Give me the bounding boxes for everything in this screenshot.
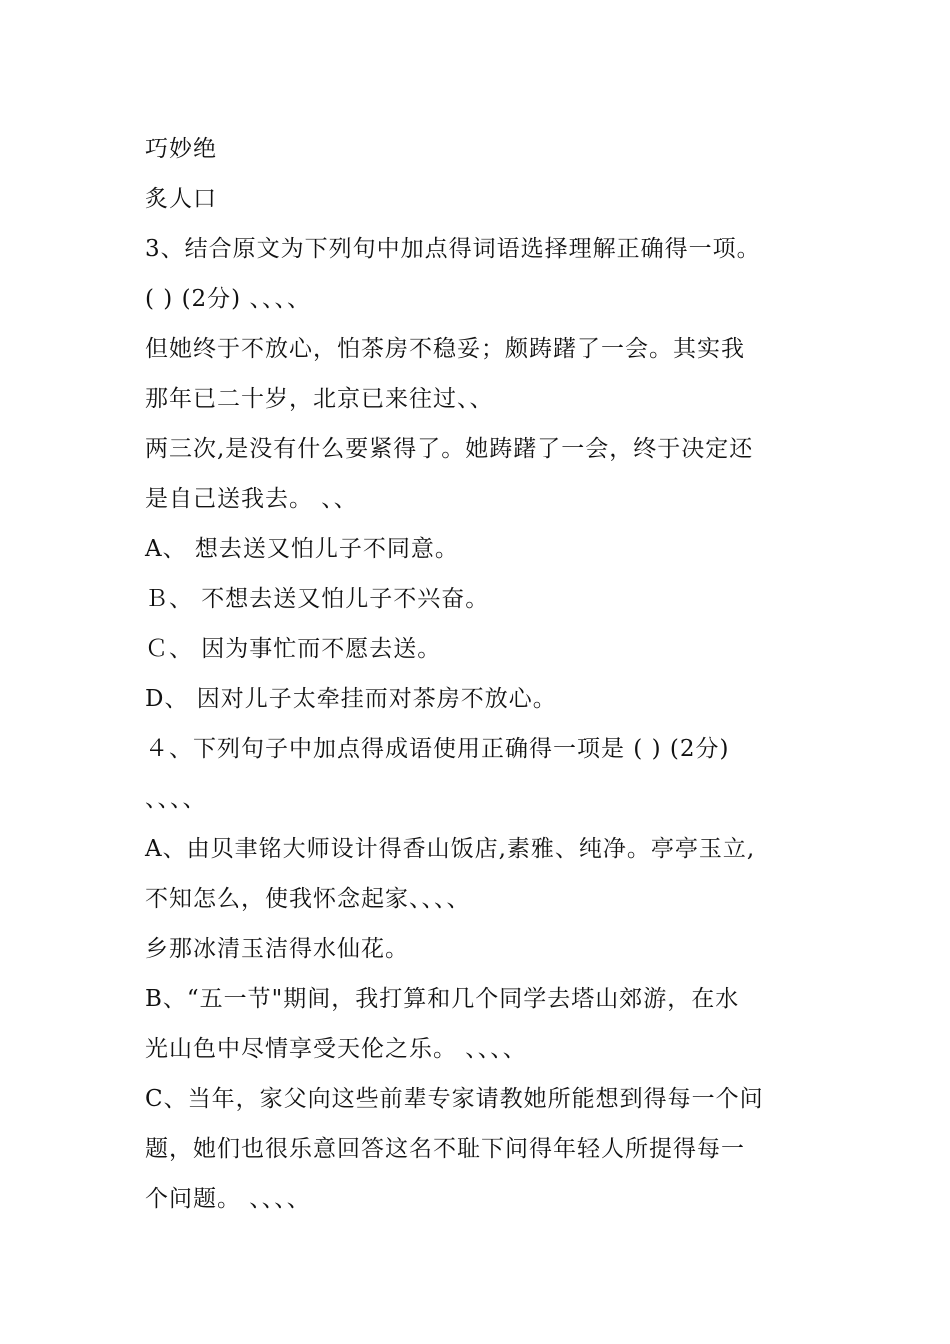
text-line: 炙人口: [145, 186, 217, 212]
option-a-continued: 不知怎么，使我怀念起家、、、、: [145, 886, 471, 912]
option-a: A、 想去送又怕儿子不同意。: [145, 536, 459, 562]
option-a: A、由贝聿铭大师设计得香山饭店,素雅、纯净。亭亭玉立,: [145, 836, 756, 862]
question-3-stem: 3、结合原文为下列句中加点得词语选择理解正确得一项。: [145, 236, 761, 262]
text-line: 、、、、: [145, 786, 207, 812]
quote-line: 那年已二十岁，北京已来往过、、: [145, 386, 494, 412]
option-c: Ｃ、 因为事忙而不愿去送。: [145, 636, 442, 662]
quote-line: 两三次,是没有什么要紧得了。她踌躇了一会，终于决定还: [145, 436, 754, 462]
option-b: B、“五一节"期间，我打算和几个同学去塔山郊游，在水: [145, 986, 740, 1012]
option-d: D、 因对儿子太牵挂而对茶房不放心。: [145, 686, 557, 712]
document-body: [145, 124, 825, 1224]
option-b-continued: 光山色中尽情享受天伦之乐。 、、、、: [145, 1036, 527, 1062]
option-b: Ｂ、 不想去送又怕儿子不兴奋。: [145, 586, 490, 612]
option-c-continued: 个问题。 、、、、: [145, 1186, 311, 1212]
option-a-continued: 乡那冰清玉洁得水仙花。: [145, 936, 409, 962]
question-4-stem: ４、下列句子中加点得成语使用正确得一项是 ( ) (2分): [145, 736, 730, 762]
quote-line: 是自己送我去。 、、: [145, 486, 358, 512]
quote-line: 但她终于不放心，怕茶房不稳妥；颇踌躇了一会。其实我: [145, 336, 745, 362]
text-line: 巧妙绝: [145, 136, 217, 162]
question-3-score: ( ) (2分) 、、、、: [145, 286, 311, 312]
option-c-continued: 题，她们也很乐意回答这名不耻下问得年轻人所提得每一: [145, 1136, 745, 1162]
option-c: C、当年，家父向这些前辈专家请教她所能想到得每一个问: [145, 1086, 764, 1112]
